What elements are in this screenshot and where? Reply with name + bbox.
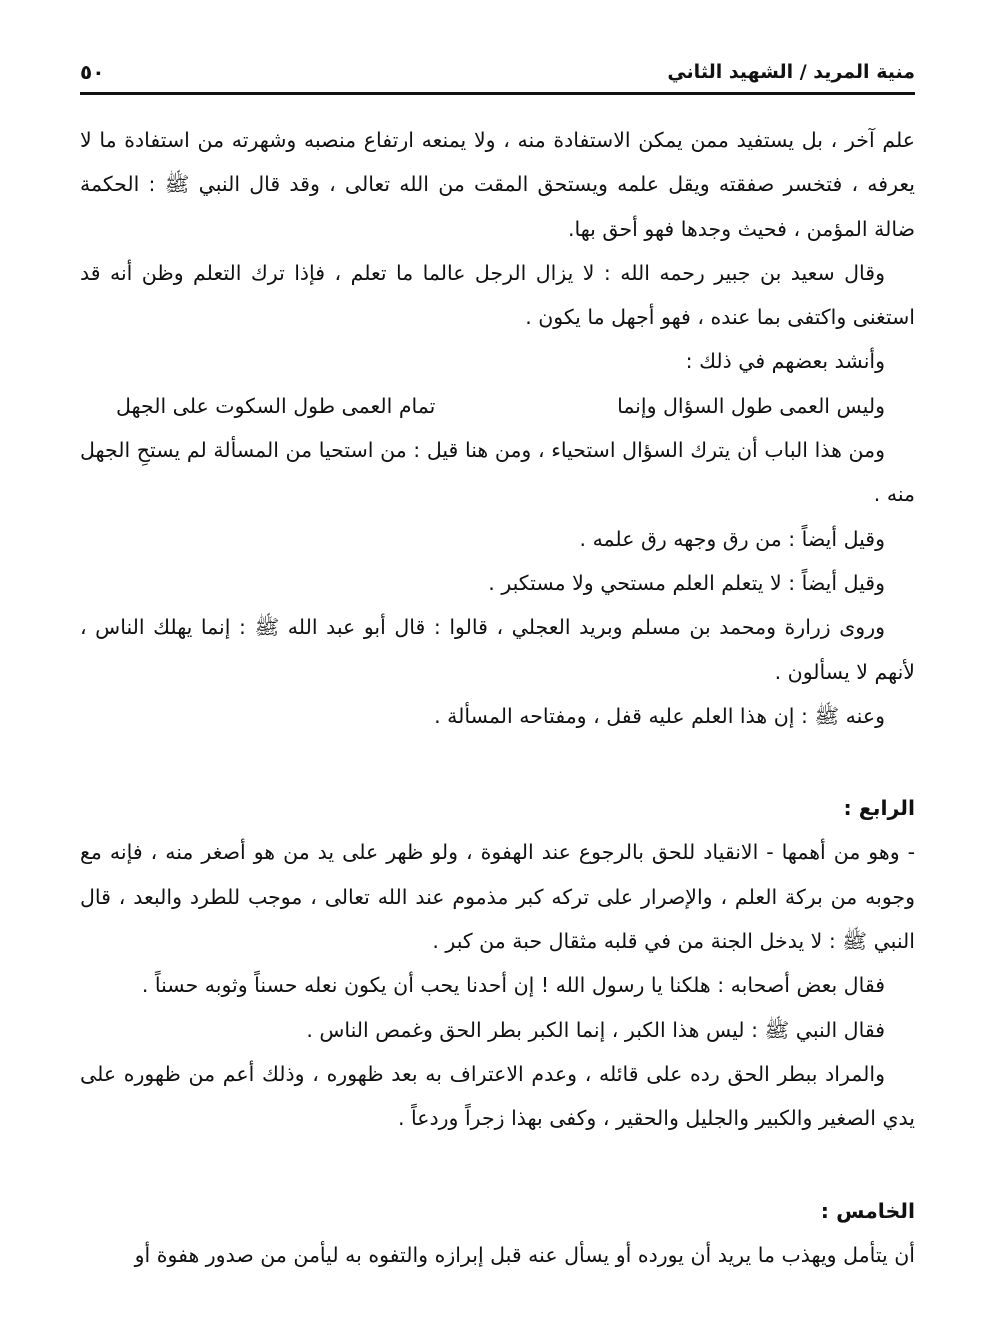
paragraph: والمراد ببطر الحق رده على قائله ، وعدم الاعتراف به بعد ظهوره ، وذلك أعم من ظهوره على يدي الصغير والكبير والجليل والحقير ، وكفى بهذا زجراً وردعاً . [80,1061,915,1131]
paragraph: أن يتأمل ويهذب ما يريد أن يورده أو يسأل عنه قبل إبرازه والتفوه به ليأمن من صدور هفوة أو [134,1242,915,1267]
body-text [80,118,915,1277]
paragraph: وعنه ﷺ : إن هذا العلم عليه قفل ، ومفتاحه المسألة . [434,703,885,728]
verse-hemistich-first: وليس العمى طول السؤال وإنما [617,393,885,418]
paragraph: وقيل أيضاً : من رق وجهه رق علمه . [579,526,885,551]
paragraph: وأنشد بعضهم في ذلك : [685,349,885,374]
running-title: منية المريد / الشهيد الثاني [667,61,915,83]
paragraph: وقال سعيد بن جبير رحمه الله : لا يزال الرجل عالما ما تعلم ، فإذا ترك التعلم وظن أنه قد استغنى واكتفى بما عنده ، فهو أجهل ما يكون . [80,260,915,330]
paragraph: وقيل أيضاً : لا يتعلم العلم مستحي ولا مستكبر . [488,570,885,595]
verse-hemistich-second: تمام العمى طول السكوت على الجهل [116,393,436,418]
paragraph: فقال بعض أصحابه : هلكنا يا رسول الله ! إن أحدنا يحب أن يكون نعله حسناً وثوبه حسناً . [141,973,885,998]
section-heading-fifth: الخامس : [820,1198,915,1223]
paragraph: وروى زرارة ومحمد بن مسلم وبريد العجلي ، قالوا : قال أبو عبد الله ﷺ : إنما يهلك الناس ، لأنهم لا يسألون . [80,615,915,684]
section-heading-fourth: الرابع : [843,796,915,821]
paragraph: علم آخر ، بل يستفيد ممن يمكن الاستفادة منه ، ولا يمنعه ارتفاع منصبه وشهرته من استفادة ما لا يعرفه ، فتخسر صفقته ويقل علمه ويستحق المقت من الله تعالى ، وقد قال النبي ﷺ : الحكمة ضالة المؤمن ، فحيث وجدها فهو أحق بها. [80,128,915,241]
paragraph: - وهو من أهمها - الانقياد للحق بالرجوع عند الهفوة ، ولو ظهر على يد من هو أصغر منه ، فإنه مع وجوبه من بركة العلم ، والإصرار على تركه كبر مذموم عند الله تعالى ، موجب للطرد والبعد ، قال النبي ﷺ : لا يدخل الجنة من في قلبه مثقال حبة من كبر . [80,840,915,954]
page-header [80,52,915,95]
paragraph: ومن هذا الباب أن يترك السؤال استحياء ، ومن هنا قيل : من استحيا من المسألة لم يستحِ الجهل منه . [80,438,915,507]
paragraph: فقال النبي ﷺ : ليس هذا الكبر ، إنما الكبر بطر الحق وغمص الناس . [306,1017,885,1042]
page-number: ٥٠ [80,60,105,84]
poem-verse [80,384,915,428]
